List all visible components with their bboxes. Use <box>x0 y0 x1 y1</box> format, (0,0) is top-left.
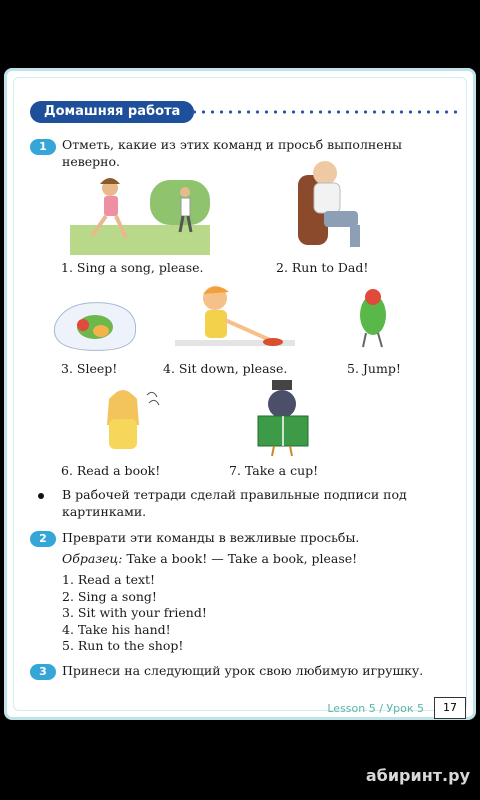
workbook-instruction: В рабочей тетради сделай правильные подписи под <box>62 487 407 502</box>
example-label: Образец: <box>62 551 123 566</box>
caption-4: 4. Sit down, please. <box>163 361 288 376</box>
task-number-badge: 2 <box>30 531 56 547</box>
task2-item: 1. Read a text! <box>62 572 156 587</box>
task-number-badge: 1 <box>30 139 56 155</box>
task2-item: 3. Sit with your friend! <box>62 605 207 620</box>
grandpa-illustration <box>290 155 370 255</box>
page-number: 17 <box>434 697 466 719</box>
jumping-parrot-illustration <box>348 285 398 355</box>
example-text: Take a book! — Take a book, please! <box>122 551 358 566</box>
caption-3: 3. Sleep! <box>61 361 118 376</box>
site-watermark: абиринт.ру <box>365 766 470 785</box>
lesson-label: Lesson 5 / Урок 5 <box>327 702 424 715</box>
caption-6: 6. Read a book! <box>61 463 161 478</box>
task2-example <box>62 551 357 566</box>
caption-7: 7. Take a cup! <box>229 463 319 478</box>
task2-instruction: Преврати эти команды в вежливые просьбы. <box>62 530 360 545</box>
caption-5: 5. Jump! <box>347 361 401 376</box>
crow-reading-illustration <box>250 380 320 460</box>
task2-item: 2. Sing a song! <box>62 589 157 604</box>
girl-with-cup-illustration <box>175 280 295 355</box>
bullet-dot <box>38 493 44 499</box>
section-header: Домашняя работа <box>30 101 194 123</box>
caption-2: 2. Run to Dad! <box>276 260 369 275</box>
task1-instruction: Отметь, какие из этих команд и просьб выполнены <box>62 137 402 152</box>
task2-item: 4. Take his hand! <box>62 622 171 637</box>
pillow-parrot-illustration <box>45 295 145 355</box>
task3-instruction: Принеси на следующий урок свою любимую игрушку. <box>62 663 424 678</box>
task2-item: 5. Run to the shop! <box>62 638 184 653</box>
task1-instruction-cont: неверно. <box>62 154 120 169</box>
caption-1: 1. Sing a song, please. <box>61 260 204 275</box>
header-dotted-line <box>190 110 462 114</box>
singing-girl-illustration <box>85 385 165 460</box>
running-girl-illustration <box>70 170 210 255</box>
task-number-badge: 3 <box>30 664 56 680</box>
workbook-instruction-cont: картинками. <box>62 504 147 519</box>
